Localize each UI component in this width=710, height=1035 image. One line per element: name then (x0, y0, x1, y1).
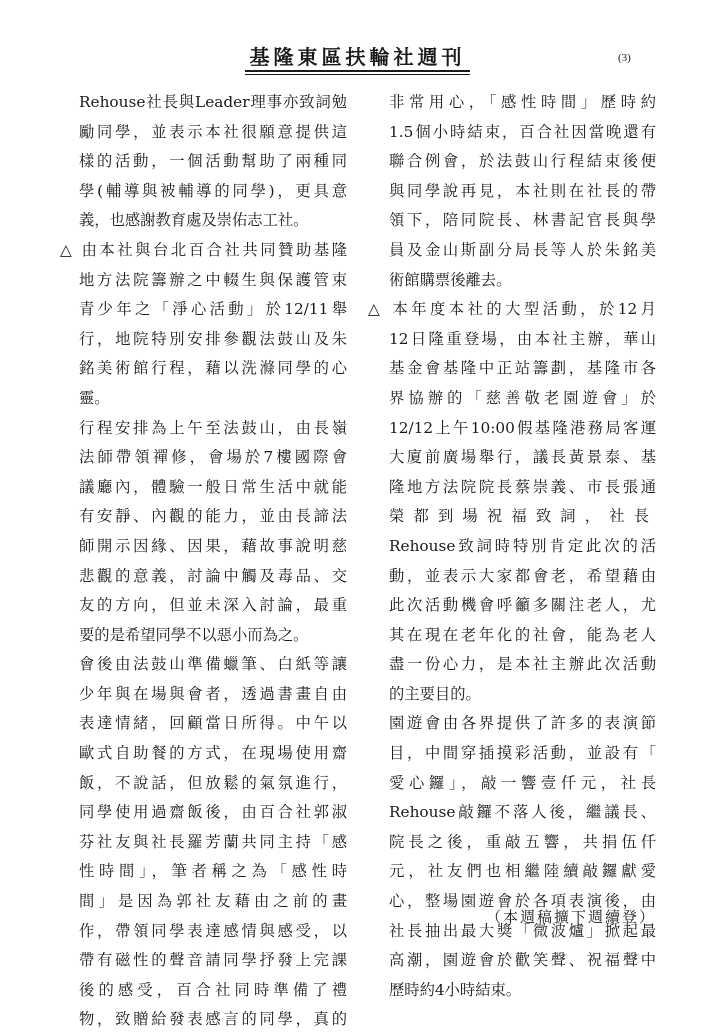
text-line: 動，並表示大家都會老，希望藉由 (389, 566, 656, 585)
text-line: Rehouse社長與Leader理事亦致詞勉 (79, 93, 347, 111)
left-column (60, 88, 347, 1035)
right-column (368, 88, 656, 1005)
text-line: 間」是因為郭社友藉由之前的畫 (79, 892, 347, 911)
text-line: 飯，不說話，但放鬆的氣氛進行， (79, 773, 347, 792)
text-line: 隆地方法院院長蔡崇義、市長張通 (389, 477, 656, 496)
text-line: 非常用心，「感性時間」歷時約 (389, 93, 656, 111)
text-line: 後的感受，百合社同時準備了禮 (79, 980, 347, 999)
text-line: 大廈前廣場舉行，議長黃景泰、基 (389, 448, 656, 467)
text-line: 同學使用過齋飯後，由百合社郭淑 (79, 803, 347, 822)
text-line: 學(輔導與被輔導的同學)，更具意 (79, 181, 347, 200)
text-line: 園遊會由各界提供了許多的表演節 (389, 714, 656, 733)
text-line: Rehouse敲鑼不落人後，繼議長、 (389, 803, 656, 822)
text-line: 青少年之「淨心活動」於12/11舉 (79, 300, 347, 319)
text-line: 少年與在場與會者，透過書畫自由 (79, 684, 347, 703)
text-line: 行程安排為上午至法鼓山，由長嶺 (79, 418, 347, 437)
text-line: 愛心鑼」，敲一響壹仟元，社長 (389, 773, 656, 792)
triangle-bullet-icon: △ (368, 300, 380, 319)
text-line: 地方法院籌辦之中輟生與保護管束 (79, 270, 347, 289)
text-line: 作，帶領同學表達感情與感受，以 (79, 921, 347, 940)
text-line: 義，也感謝教育處及崇佑志工社。 (79, 211, 309, 230)
text-line: 帶有磁性的聲音請同學抒發上完課 (79, 951, 347, 970)
text-line: 員及金山斯副分局長等人於朱銘美 (389, 240, 656, 259)
text-line: 由本社與台北百合社共同贊助基隆 (79, 240, 347, 259)
text-line: 榮都到場祝福致詞，社長 (389, 507, 656, 526)
text-line: 高潮，園遊會於歡笑聲、祝福聲中 (389, 951, 656, 970)
text-line: 領下，陪同院長、林書記官長與學 (389, 211, 656, 230)
text-line: 表達情緒，回顧當日所得。中午以 (79, 714, 347, 733)
text-line: 議廳內，體驗一般日常生活中就能 (79, 477, 347, 496)
text-line: 術館購票後離去。 (389, 270, 512, 289)
text-line: 12/12上午10:00假基隆港務局客運 (389, 418, 656, 437)
text-line: 的主要目的。 (389, 684, 481, 703)
text-line: 悲觀的意義，討論中觸及毒品、交 (79, 566, 347, 585)
masthead-rule-thin (245, 74, 470, 75)
text-line: 物，致贈給發表感言的同學，真的 (79, 1010, 347, 1029)
masthead-rule-thick (245, 70, 470, 72)
text-line: 與同學說再見，本社則在社長的帶 (389, 181, 656, 200)
text-line: 盡一份心力，是本社主辦此次活動 (389, 655, 656, 674)
text-line: 會後由法鼓山準備蠟筆、白紙等讓 (79, 655, 347, 674)
bullet-line (368, 295, 656, 325)
text-line: Rehouse致詞時特別肯定此次的活 (389, 536, 656, 555)
text-line: 芬社友與社長羅芳蘭共同主持「感 (79, 832, 347, 851)
text-line: 友的方向，但並未深入討論，最重 (79, 596, 347, 615)
text-line: 有安靜、內觀的能力，並由長諦法 (79, 507, 347, 526)
text-line: 銘美術館行程，藉以洗滌同學的心 (79, 359, 347, 378)
text-line: 此次活動機會呼籲多關注老人，尤 (389, 596, 656, 615)
triangle-bullet-icon: △ (60, 240, 72, 259)
text-line: 界協辦的「慈善敬老園遊會」於 (389, 388, 656, 407)
text-line: 歷時約4小時結束。 (389, 980, 522, 999)
text-line: 要的是希望同學不以惡小而為之。 (79, 625, 309, 644)
text-line: 樣的活動，一個活動幫助了兩種同 (79, 152, 347, 171)
masthead-title: 基隆東區扶輪社週刊 (249, 45, 466, 69)
text-line: 社長抽出最大獎「微波爐」掀起最 (389, 921, 656, 940)
text-line: 基金會基隆中正站籌劃，基隆市各 (389, 359, 656, 378)
text-line: 歐式自助餐的方式，在現場使用齋 (79, 744, 347, 763)
text-line: 目，中間穿插摸彩活動，並設有「 (389, 744, 656, 763)
text-line: 12日隆重登場，由本社主辦，華山 (389, 329, 656, 348)
text-line: 元，社友們也相繼陸續敲鑼獻愛 (389, 862, 656, 881)
text-line: 法師帶領禪修，會場於7樓國際會 (79, 448, 347, 467)
text-line: 院長之後，重敲五響，共捐伍仟 (389, 832, 656, 851)
text-line: 心，整場園遊會於各項表演後，由 (389, 892, 656, 911)
text-line: 本年度本社的大型活動，於12月 (389, 300, 656, 319)
text-line: 1.5個小時結束，百合社因當晚還有 (389, 122, 656, 141)
text-line: 勵同學，並表示本社很願意提供這 (79, 122, 347, 141)
text-line: 行，地院特別安排參觀法鼓山及朱 (79, 329, 347, 348)
text-line: 性時間」，筆者稱之為「感性時 (79, 862, 347, 881)
text-line: 師開示因緣、因果，藉故事說明慈 (79, 536, 347, 555)
text-line: 其在現在老年化的社會，能為老人 (389, 625, 656, 644)
page-number: (3) (618, 52, 631, 64)
bullet-line (60, 236, 347, 266)
text-line: 聯合例會，於法鼓山行程結束後便 (389, 152, 656, 171)
text-line: 靈。 (79, 388, 110, 407)
continued-note: （本週稿擴下週續登） (486, 908, 657, 926)
